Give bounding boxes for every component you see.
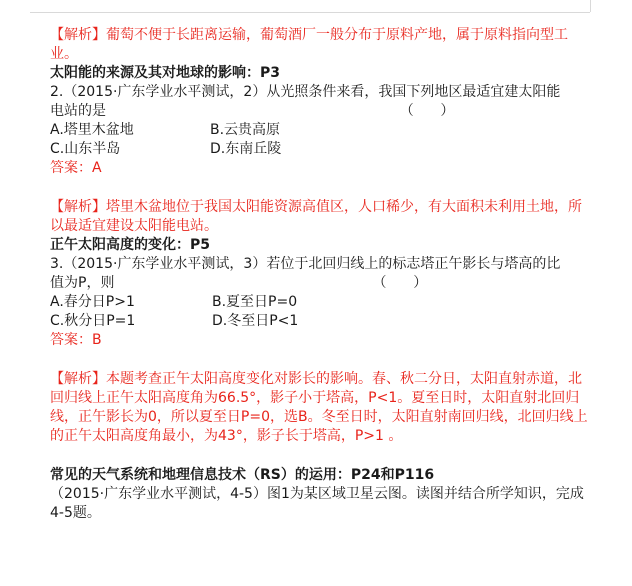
section-heading: 正午太阳高度的变化：P5: [50, 237, 211, 253]
options-row: [50, 312, 590, 331]
option-b: B.云贵高原: [210, 122, 281, 138]
page-top-border: [30, 12, 590, 13]
options-row: [50, 293, 590, 312]
answer-text: 答案：A: [50, 160, 102, 176]
question-text-cont: 电站的是 （ ）: [50, 103, 455, 119]
question-text: 2.（2015·广东学业水平测试，2）从光照条件来看，我国下列地区最适宜建太阳能: [50, 84, 561, 100]
option-d: D.东南丘陵: [210, 141, 282, 157]
analysis-text: 【解析】葡萄不便于长距离运输，葡萄酒厂一般分布于原料产地，属于原料指向型工业。: [50, 27, 568, 62]
question-text: （2015·广东学业水平测试，4-5）图1为某区域卫星云图。读图并结合所学知识，完成4-5题。: [50, 486, 584, 521]
option-c: C.秋分日P=1: [50, 313, 136, 329]
option-c: C.山东半岛: [50, 141, 121, 157]
answer-text: 答案：B: [50, 332, 102, 348]
question-text: 3.（2015·广东学业水平测试，3）若位于北回归线上的标志塔正午影长与塔高的比: [50, 256, 561, 272]
option-d: D.冬至日P<1: [212, 313, 299, 329]
option-a: A.塔里木盆地: [50, 122, 134, 138]
section-heading: 常见的天气系统和地理信息技术（RS）的运用：P24和P116: [50, 467, 435, 483]
analysis-text: 【解析】本题考查正午太阳高度变化对影长的影响。春、秋二分日，太阳直射赤道，北回归线上正午太阳高度角为66.5°，影子小于塔高，P<1。夏至日时，太阳直射北回归线，正午影长为0，所以夏至日P=0，选B。冬至日时，太阳直射南回归线，北回归线上的正午太阳高度角最小，为43°，影子长于塔高，P>1 。: [50, 371, 588, 444]
analysis-text: 【解析】塔里木盆地位于我国太阳能资源高值区，人口稀少，有大面积未利用土地，所以最适宜建设太阳能电站。: [50, 199, 582, 234]
question-text-cont: 值为P，则 （ ）: [50, 275, 428, 291]
options-row: [50, 121, 590, 140]
document-body: [50, 26, 590, 523]
section-heading: 太阳能的来源及其对地球的影响：P3: [50, 65, 281, 81]
page-right-border: [590, 0, 591, 12]
option-b: B.夏至日P=0: [212, 294, 298, 310]
options-row: [50, 140, 590, 159]
option-a: A.春分日P>1: [50, 294, 135, 310]
